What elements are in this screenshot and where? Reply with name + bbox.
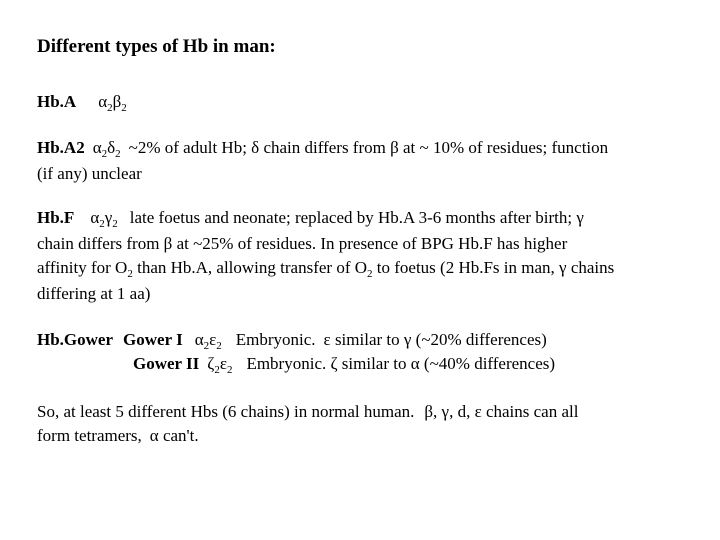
gower1-text-c: (~20% differences) xyxy=(415,330,547,349)
summary-line2-a: form tetramers, xyxy=(37,426,142,445)
gower2-name: Gower II xyxy=(133,354,200,373)
summary-alpha: α xyxy=(149,426,159,445)
summary-gamma: γ xyxy=(441,402,450,421)
gower2-greek-zeta: ζ xyxy=(207,354,215,373)
gower1-greek-alpha: α xyxy=(194,330,204,349)
gower2-text-c: (~40% differences) xyxy=(423,354,556,373)
hbf-line2-b: at ~25% of residues. In presence of BPG Hb.F has higher xyxy=(176,234,568,253)
gower2-sub2: 2 xyxy=(226,364,233,376)
hba-sub1: 2 xyxy=(107,102,113,114)
hbf-line3 xyxy=(37,256,717,282)
hba2-sub2: 2 xyxy=(115,148,121,160)
hba-sub2: 2 xyxy=(121,102,127,114)
hba2-line2: (if any) unclear xyxy=(37,164,142,183)
gower2-text-b: similar to xyxy=(341,354,407,373)
hbf-gamma: γ xyxy=(576,208,584,227)
gower2-sub1: 2 xyxy=(214,364,220,376)
summary-comma1: , xyxy=(433,402,438,421)
gower2-greek-epsilon: ε xyxy=(219,354,227,373)
gower1-epsilon: ε xyxy=(323,330,331,349)
hbf-line3-b: than Hb.A, allowing transfer of O xyxy=(137,258,368,277)
gower1-name: Gower I xyxy=(123,330,183,349)
gower1-gamma: γ xyxy=(403,330,412,349)
hbgower-label: Hb.Gower xyxy=(37,330,114,349)
page-title: Different types of Hb in man: xyxy=(37,36,276,57)
hbf-greek-alpha: α xyxy=(90,208,100,227)
summary-beta: β xyxy=(424,402,434,421)
hba2-paragraph xyxy=(37,136,717,186)
hbf-line2 xyxy=(37,232,717,256)
summary-epsilon: ε xyxy=(474,402,482,421)
hbf-line4: differing at 1 aa) xyxy=(37,284,151,303)
hbf-sub1: 2 xyxy=(99,218,105,230)
hbf-line2-beta: β xyxy=(163,234,173,253)
gower1-text-b: similar to xyxy=(334,330,400,349)
hba2-line1 xyxy=(37,136,717,162)
summary-line1 xyxy=(37,400,717,424)
summary-line1-a: So, at least 5 different Hbs (6 chains) in normal human. xyxy=(37,402,415,421)
gower2-alpha: α xyxy=(410,354,420,373)
hba2-label: Hb.A2 xyxy=(37,138,85,157)
hbf-paragraph xyxy=(37,206,717,306)
hbf-text-a: late foetus and neonate; replaced by Hb.A 3-6 months after birth; xyxy=(129,208,573,227)
hba-greek-beta: β xyxy=(112,92,122,111)
summary-line1-b: , d, xyxy=(449,402,471,421)
gower2-text-a: Embryonic. xyxy=(246,354,327,373)
summary-line1-c: chains can all xyxy=(485,402,579,421)
hbf-line3-sub2: 2 xyxy=(367,268,373,280)
hba2-beta: β xyxy=(390,138,399,157)
hba2-text-b: chain differs from xyxy=(263,138,386,157)
gower1-sub2: 2 xyxy=(216,340,222,352)
gower1-text-a: Embryonic. xyxy=(235,330,316,349)
hba-line xyxy=(37,90,717,116)
hbf-line3-c: to foetus (2 Hb.Fs in man, xyxy=(376,258,555,277)
hba2-text-c: at ~ 10% of residues; function xyxy=(403,138,609,157)
summary-line2-b: can't. xyxy=(162,426,199,445)
hba2-greek-alpha: α xyxy=(92,138,102,157)
hbf-line3-gamma: γ xyxy=(559,258,567,277)
hbf-label: Hb.F xyxy=(37,208,75,227)
hba2-greek-delta: δ xyxy=(107,138,116,157)
hba2-sub1: 2 xyxy=(101,148,108,160)
summary-line2 xyxy=(37,424,717,448)
gower1-sub1: 2 xyxy=(203,340,210,352)
hbgower-row2 xyxy=(133,352,555,378)
hba2-text-a: ~2% of adult Hb; xyxy=(128,138,247,157)
hba-label: Hb.A xyxy=(37,92,77,111)
hbf-line3-d: chains xyxy=(570,258,615,277)
hbf-sub2: 2 xyxy=(112,218,118,230)
gower2-zeta: ζ xyxy=(330,354,338,373)
hbgower-row1 xyxy=(37,328,547,354)
hba2-delta: δ xyxy=(251,138,260,157)
hbf-line2-a: chain differs from xyxy=(37,234,160,253)
hbf-line1 xyxy=(37,206,717,232)
gower1-greek-epsilon: ε xyxy=(209,330,217,349)
hbf-greek-gamma: γ xyxy=(104,208,113,227)
hba-greek-alpha: α xyxy=(98,92,108,111)
hbf-line3-sub1: 2 xyxy=(127,268,133,280)
summary-paragraph xyxy=(37,400,717,448)
hbf-line3-a: affinity for O xyxy=(37,258,128,277)
